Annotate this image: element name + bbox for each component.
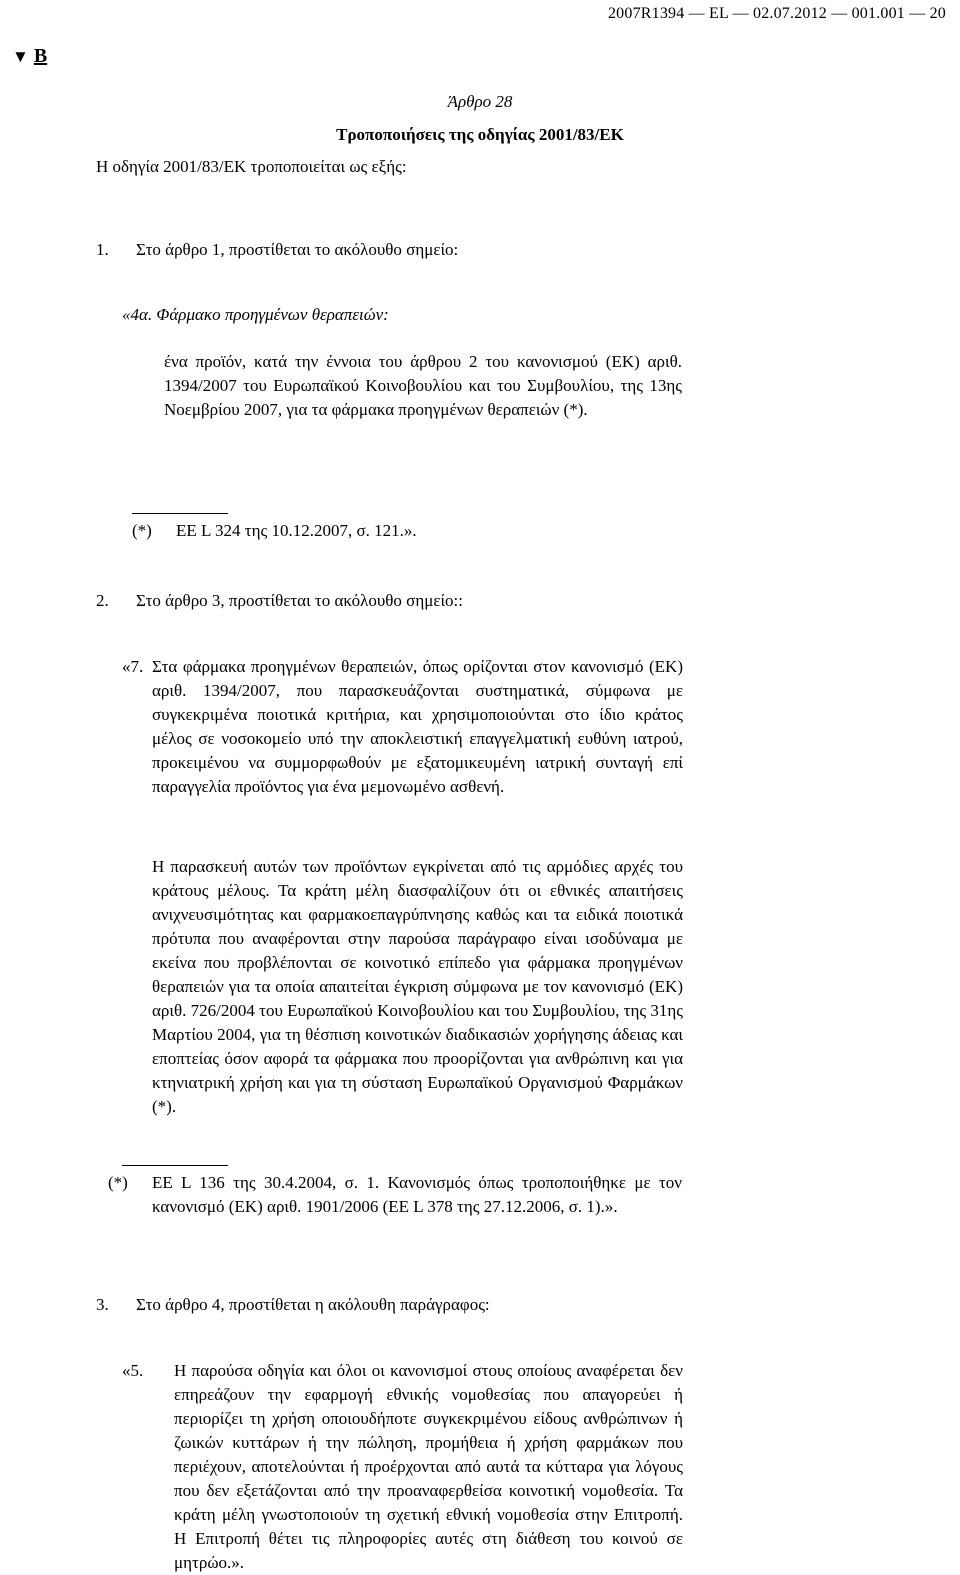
- point-text: Στο άρθρο 4, προστίθεται η ακόλουθη παράγραφος:: [136, 1295, 490, 1314]
- quote3-body: Η παρούσα οδηγία και όλοι οι κανονισμοί στους οποίους αναφέρεται δεν επηρεάζουν την εφαρμογή εθνικής νομοθεσίας που απαγορεύει ή περιορίζει τη χρήση οποιουδήποτε συγκεκριμένου είδους ανθρώπινων ή ζωικών κυττάρων ή την πώληση, προμήθεια ή χρήση φαρμάκων που περιέχουν, αποτελούνται ή προέρχονται από αυτά τα κύτταρα για λόγους που δεν εξετάζονται από την προαναφερθείσα κοινοτική νομοθεσία. Τα κράτη μέλη γνωστοποιούν τη σχετική εθνική νομοθεσία στην Επιτροπή. Η Επιτροπή θέτει τις πληροφορίες αυτές στη διάθεση του κοινού σε μητρώο.».: [174, 1361, 683, 1572]
- footnote-separator: [122, 1165, 228, 1166]
- footnote: [108, 1171, 682, 1219]
- article-title: Τροποποιήσεις της οδηγίας 2001/83/ΕΚ: [336, 125, 624, 144]
- amendment-marker-label[interactable]: B: [33, 45, 48, 67]
- list-item: [96, 589, 856, 613]
- triangle-down-icon: ▼: [12, 47, 29, 66]
- footnote-text: ΕΕ L 136 της 30.4.2004, σ. 1. Κανονισμός όπως τροποποιήθηκε με τον κανονισμό (ΕΚ) αριθ. 1901/2006 (ΕΕ L 378 της 27.12.2006, σ. 1).».: [152, 1173, 682, 1216]
- footnote: [132, 519, 692, 543]
- quote1-heading: «4α. Φάρμακο προηγμένων θεραπειών:: [122, 305, 389, 324]
- quote2-paragraph-2: Η παρασκευή αυτών των προϊόντων εγκρίνεται από τις αρμόδιες αρχές του κράτους μέλους. Τα κράτη μέλη διασφαλίζουν ότι οι εθνικές απαιτήσεις ανιχνευσιμότητας και φαρμακοεπαγρύπνησης καθώς και τα ειδικά ποιοτικά πρότυπα που αναφέρονται στην παρούσα παράγραφο είναι ισοδύναμα με εκείνα που προβλέπονται σε κοινοτικό επίπεδο για φάρμακα προηγμένων θεραπειών για τα οποία απαιτείται έγκριση σύμφωνα με τον κανονισμό (ΕΚ) αριθ. 726/2004 του Ευρωπαϊκού Κοινοβουλίου και του Συμβουλίου, της 31ης Μαρτίου 2004, για τη θέσπιση κοινοτικών διαδικασιών χορήγησης άδειας και εποπτείας όσον αφορά τα φάρμακα που προορίζονται για ανθρώπινη και για κτηνιατρική χρήση και για τη σύσταση Ευρωπαϊκού Οργανισμού Φαρμάκων (*).: [152, 857, 683, 1116]
- quote2-paragraph-1: Στα φάρμακα προηγμένων θεραπειών, όπως ορίζονται στον κανονισμό (ΕΚ) αριθ. 1394/2007, που παρασκευάζονται συστηματικά, σύμφωνα με συγκεκριμένα ποιοτικά κριτήρια, και χρησιμοποιούνται στο ίδιο κράτος μέλος σε νοσοκομείο υπό την αποκλειστική επαγγελματική ευθύνη ιατρού, προκειμένου να συμμορφωθούν με εξατομικευμένη ιατρική συνταγή επί παραγγελία προϊόντος για ένα μεμονωμένο ασθενή.: [152, 657, 683, 796]
- footnote-mark: (*): [108, 1173, 128, 1192]
- point-text: Στο άρθρο 1, προστίθεται το ακόλουθο σημείο:: [136, 240, 459, 259]
- point-number: 2.: [96, 591, 109, 610]
- list-item: [96, 238, 856, 262]
- point-text: Στο άρθρο 3, προστίθεται το ακόλουθο σημείο::: [136, 591, 463, 610]
- point-number: 1.: [96, 240, 109, 259]
- footnote-mark: (*): [132, 521, 152, 540]
- footnote-text: ΕΕ L 324 της 10.12.2007, σ. 121.».: [176, 521, 417, 540]
- article-intro: Η οδηγία 2001/83/ΕΚ τροποποιείται ως εξής:: [96, 157, 407, 176]
- amendment-marker: [12, 44, 47, 69]
- quote1-body: ένα προϊόν, κατά την έννοια του άρθρου 2 του κανονισμού (ΕΚ) αριθ. 1394/2007 του Ευρωπαϊκού Κοινοβουλίου και του Συμβουλίου, της 13ης Νοεμβρίου 2007, για τα φάρμακα προηγμένων θεραπειών (*).: [164, 352, 682, 419]
- document-reference-header: 2007R1394 — EL — 02.07.2012 — 001.001 — 20: [607, 5, 946, 22]
- quote3-lead: «5.: [122, 1361, 144, 1380]
- article-number: Άρθρο 28: [447, 92, 513, 111]
- point-number: 3.: [96, 1295, 109, 1314]
- list-item: [96, 1293, 856, 1317]
- quote2-lead: «7.: [122, 657, 144, 676]
- footnote-separator: [132, 513, 228, 514]
